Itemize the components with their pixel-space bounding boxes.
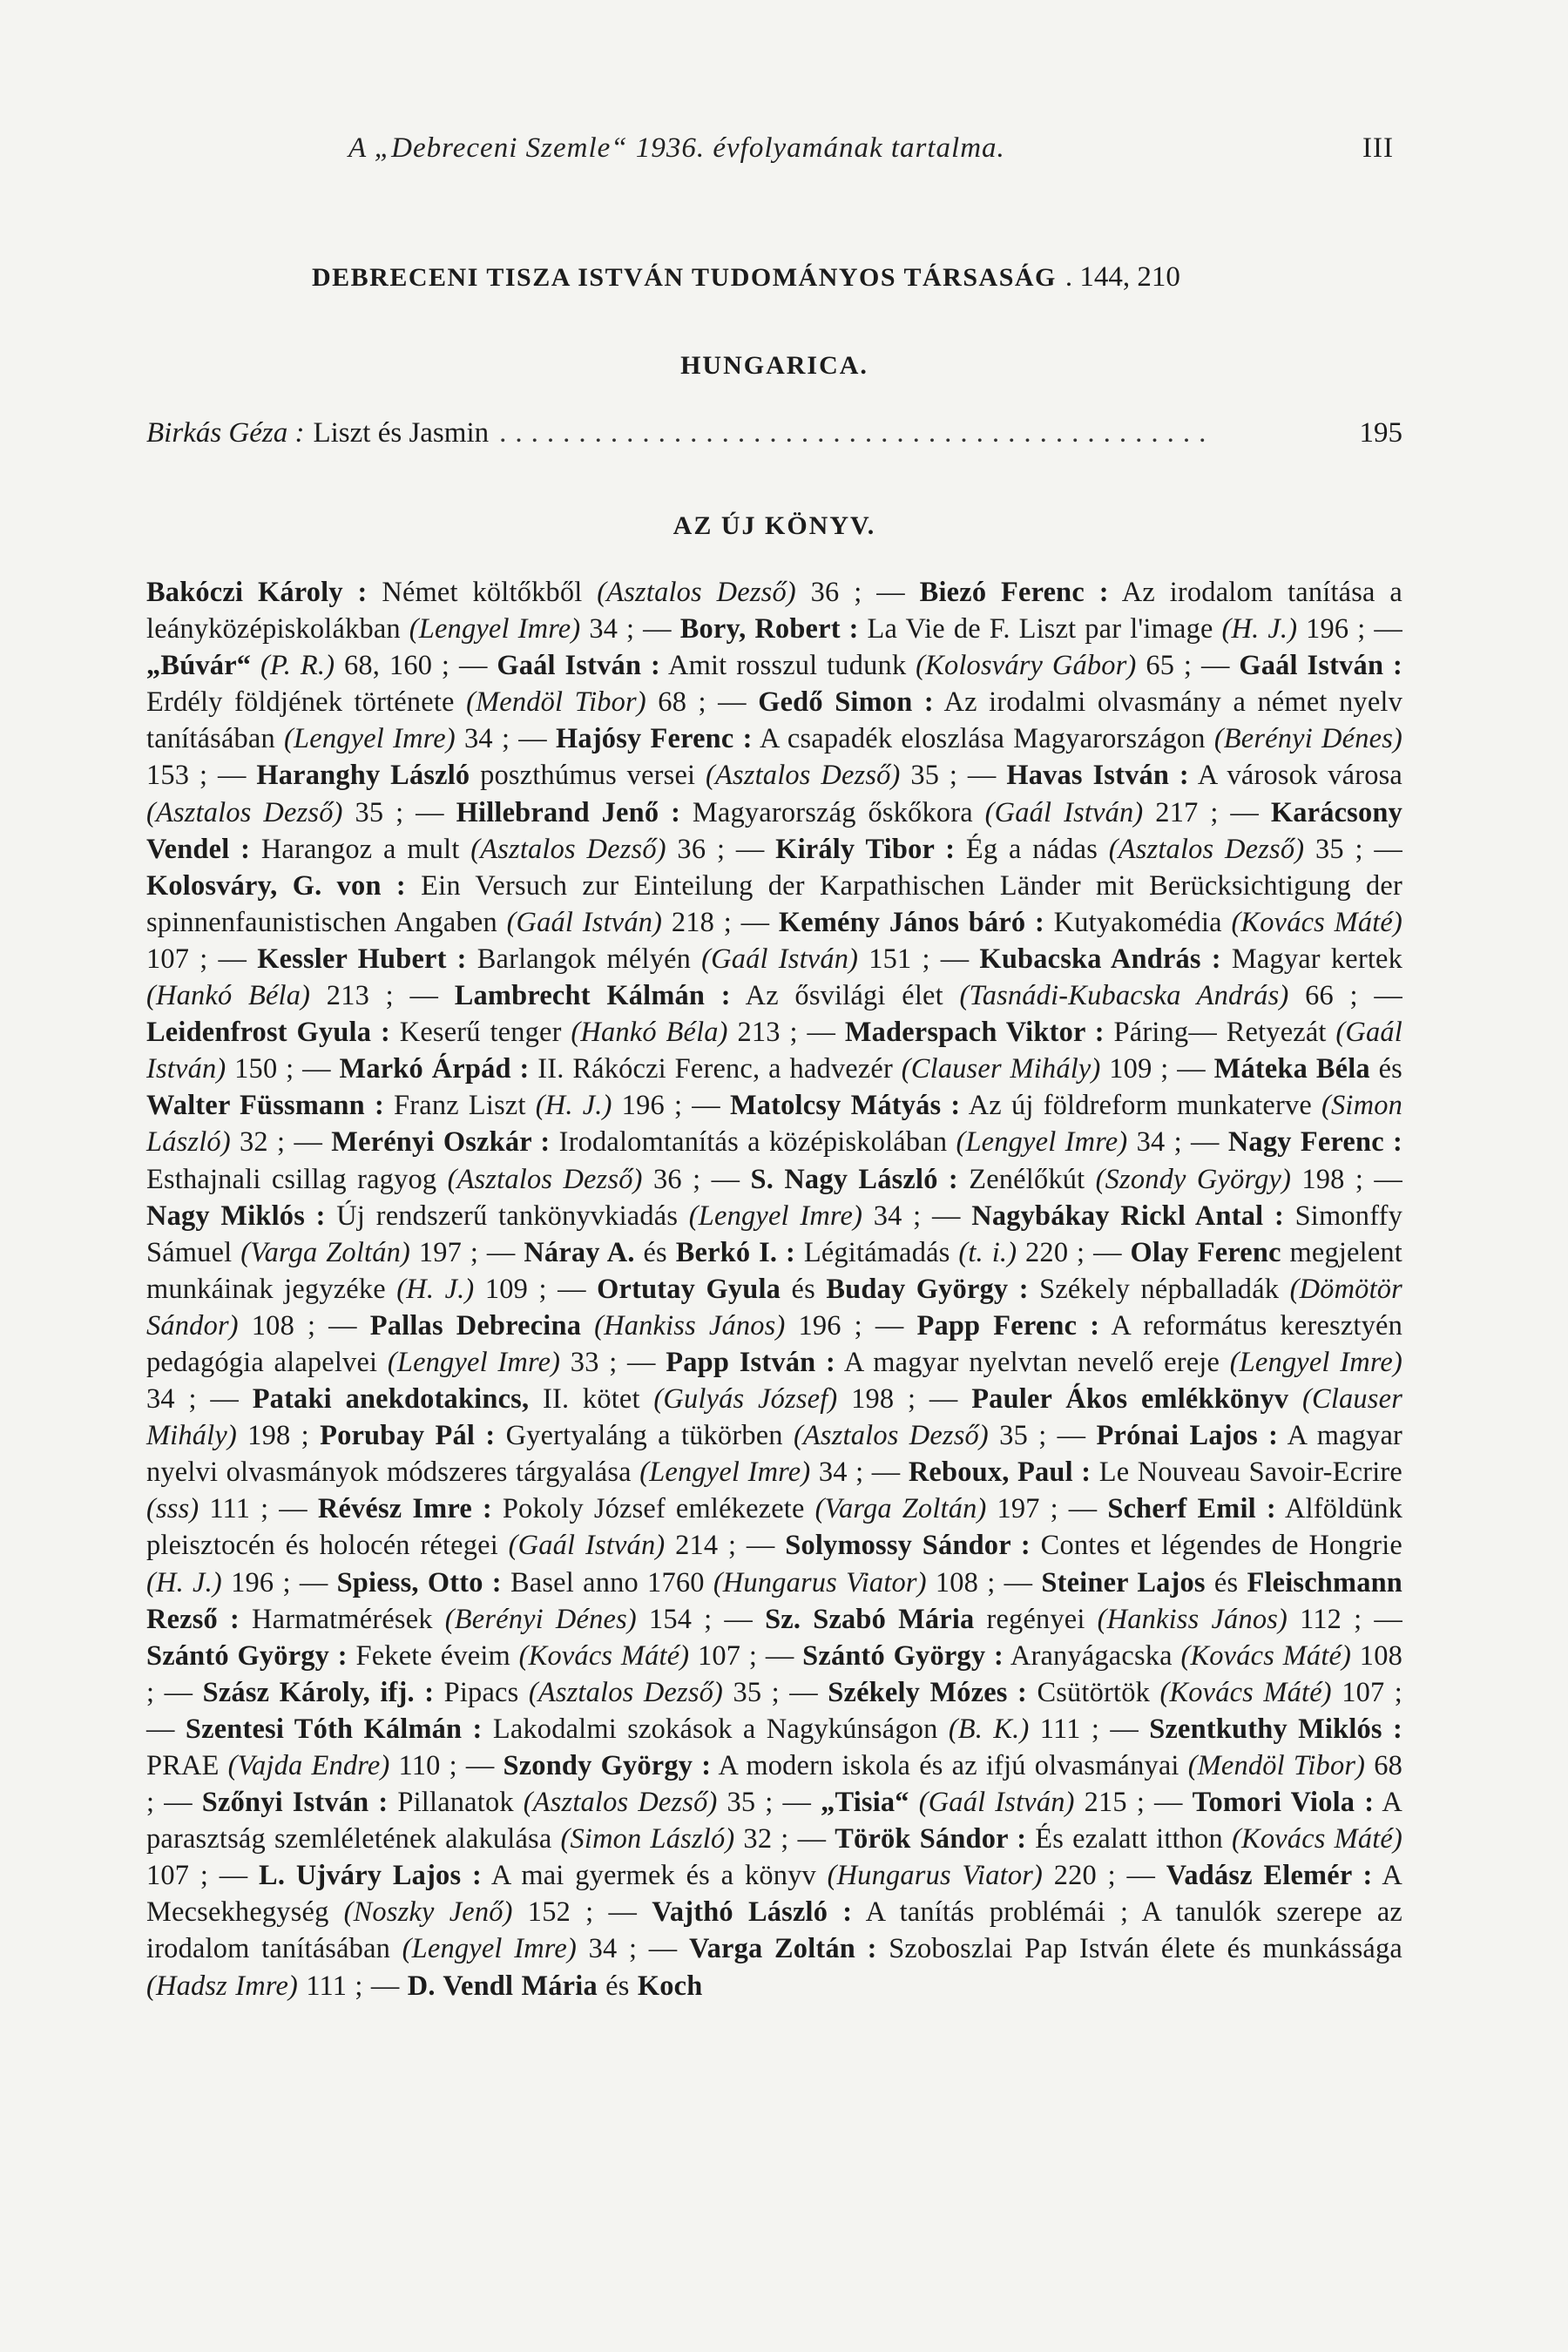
reviewer-name: (Gaál István) [506,906,663,938]
review-text: 34 ; — [1127,1126,1228,1159]
review-text: 35 ; — [988,1420,1097,1452]
author-name: Lambrecht Kálmán : [454,980,731,1012]
review-text: Esthajnali csillag ragyog [146,1163,448,1195]
review-text: 196 ; — [612,1090,730,1122]
review-text: Gyertyaláng a tükörben [495,1420,794,1452]
reviewer-name: (sss) [146,1493,199,1525]
review-text: 36 ; — [642,1163,751,1195]
reviewer-name: (Kovács Máté) [1159,1676,1332,1708]
author-name: Leidenfrost Gyula : [146,1017,390,1049]
review-text: Légitámadás [795,1236,959,1268]
reviewer-name: (Lengyel Imre) [402,1933,577,1965]
review-text: Pokoly József emlékezete [491,1493,815,1525]
reviewer-name: (Gaál István) [918,1787,1075,1819]
hungarica-heading: HUNGARICA. [680,351,868,380]
review-text: 68, 160 ; — [335,650,497,682]
author-name: Scherf Emil : [1107,1493,1276,1525]
review-text [1288,1383,1302,1415]
author-name: Havas István : [1006,760,1189,792]
author-name: Pataki anekdotakincs, [252,1383,530,1416]
author-name: Szántó György : [802,1639,1004,1672]
review-text: 197 ; — [986,1493,1108,1525]
reviewer-name: (Hungarus Viator) [713,1566,927,1598]
author-name: Török Sándor : [835,1823,1027,1855]
review-text: És ezalatt itthon [1026,1823,1233,1855]
author-name: „Búvár“ [146,650,252,682]
review-text: 196 ; — [1297,613,1402,645]
reviewer-name: (Kovács Máté) [518,1639,690,1672]
review-text: Székely népballadák [1028,1273,1290,1305]
review-text: 36 ; — [795,577,920,608]
hungarica-title: Liszt és Jasmin [313,417,490,449]
author-name: Steiner Lajos [1041,1566,1206,1598]
review-text: Zenélőkút [957,1163,1096,1195]
review-text: 107 ; — [146,1860,260,1892]
review-text: 108 ; — [238,1309,370,1342]
reviewer-name: (Tasnádi-Kubacska András) [959,980,1289,1012]
author-name: Pauler Ákos emlékkönyv [971,1383,1289,1416]
review-text: 108 ; — [926,1566,1042,1598]
reviewer-name: (Kolosváry Gábor) [916,650,1137,682]
review-text: 35 ; — [900,760,1007,792]
author-name: Berkó I. : [675,1236,796,1268]
review-text: 197 ; — [410,1236,524,1268]
review-text: A Mecsekhegység [146,1860,1402,1929]
review-text: Erdély földjének története [146,686,467,719]
author-name: Vajthó László : [652,1896,853,1929]
review-text: Contes et légendes de Hongrie [1030,1530,1402,1562]
reviewer-name: (P. R.) [260,650,335,682]
review-text: Ein Versuch zur Einteilung der Karpathischen Länder mit Berücksichtigung der spinnenfaunistischen Angaben [146,869,1402,938]
author-name: Ortutay Gyula [597,1273,781,1305]
review-text: A tanítás problémái ; A tanulók szerepe az irodalom tanításában [146,1896,1402,1965]
author-name: Sz. Szabó Mária [765,1603,975,1635]
review-text: Aranyágacska [1003,1639,1181,1672]
reviewer-name: (Clauser Mihály) [901,1053,1101,1085]
review-text: Német költőkből [367,577,598,608]
review-text: 33 ; — [560,1346,666,1378]
author-name: Nagy Ferenc : [1227,1126,1402,1159]
review-text: 198 ; — [1291,1163,1402,1195]
review-text: poszthúmus versei [470,760,706,792]
review-text: A városok városa [1188,760,1402,792]
review-text: és [1369,1053,1402,1085]
review-text: A magyar nyelvtan nevelő ereje [835,1346,1230,1378]
review-text: 109 ; — [474,1273,598,1305]
society-entry [312,260,1402,295]
review-text: 68 ; — [645,686,759,719]
reviewer-name: (Mendöl Tibor) [1187,1750,1366,1781]
author-name: Kolosváry, G. von : [146,869,406,902]
reviewer-name: (Kovács Máté) [1180,1639,1352,1672]
reviewer-name: (Lengyel Imre) [409,613,581,645]
new-book-heading: AZ ÚJ KÖNYV. [672,511,876,540]
review-text: 220 ; — [1043,1860,1166,1892]
reviewer-name: (Asztalos Dezső) [528,1676,724,1708]
review-text: Az ősvilági élet [730,980,960,1012]
review-text: 198 ; — [837,1383,972,1416]
review-text: 214 ; — [665,1530,786,1562]
reviewer-name: (H. J.) [535,1090,612,1122]
review-text: 34 ; — [862,1200,972,1232]
author-name: Szentesi Tóth Kálmán : [185,1713,483,1745]
reviewer-name: (Lengyel Imre) [284,723,456,755]
review-text: Keserű tenger [389,1017,571,1049]
hungarica-entry [146,416,1402,450]
author-name: D. Vendl Mária [407,1970,598,2002]
reviewer-name: (Hankó Béla) [146,980,311,1012]
reviewer-name: (Gaál István) [508,1530,666,1562]
review-text: Pipacs [434,1676,529,1708]
reviewer-name: (Asztalos Dezső) [470,833,666,865]
reviewer-name: (Berényi Dénes) [444,1603,637,1635]
review-text: 68 ; — [146,1750,1402,1819]
review-text: 107 ; — [146,943,258,975]
review-text: A református keresztyén pedagógia alapelvei [146,1309,1403,1378]
review-text: Az irodalom tanítása a leányközépiskolákban [146,577,1402,645]
review-text: Simonffy Sámuel [146,1200,1402,1268]
reviewer-name: (Hankiss János) [1097,1603,1288,1635]
author-name: Porubay Pál : [320,1420,496,1452]
review-text: Le Nouveau Savoir-Ecrire [1091,1456,1402,1489]
hungarica-page: 195 [1359,417,1402,449]
review-text: A modern iskola és az ifjú olvasmányai [711,1750,1188,1781]
reviewer-name: (Lengyel Imre) [1229,1346,1402,1378]
running-head-title: A „Debreceni Szemle“ 1936. évfolyamának tartalma. [348,132,1005,164]
review-text: PRAE [146,1750,228,1781]
review-text: 34 ; — [576,1933,689,1965]
review-text: 35 ; — [1304,833,1402,865]
author-name: Markó Árpád : [339,1053,530,1085]
review-text: 150 ; — [226,1053,340,1085]
author-name: Haranghy László [256,760,470,792]
reviewer-name: (Hankiss János) [594,1309,786,1342]
review-text: Irodalomtanítás a középiskolában [550,1126,956,1159]
author-name: „Tisia“ [821,1787,909,1819]
review-text: 35 ; — [342,796,456,828]
review-text: 34 ; — [810,1456,909,1489]
reviewer-name: (Hungarus Viator) [827,1860,1044,1892]
author-name: Merényi Oszkár : [331,1126,551,1159]
reviewer-name: (Lengyel Imre) [639,1456,811,1489]
review-text: 196 ; — [785,1309,917,1342]
author-name: Gaál István : [497,650,660,682]
author-name: Papp Ferenc : [916,1309,1100,1342]
review-text: Pillanatok [388,1787,524,1819]
review-text: Alföldünk pleisztocén és holocén rétegei [146,1493,1402,1562]
author-name: Gedő Simon : [758,686,934,719]
author-name: Kemény János báró : [778,906,1044,938]
review-text: II. kötet [529,1383,654,1416]
review-text: 35 ; — [723,1676,828,1708]
author-name: Bory, Robert : [679,613,859,645]
author-name: Reboux, Paul : [908,1456,1092,1489]
reviewer-name: (t. i.) [958,1236,1017,1268]
author-name: Buday György : [826,1273,1029,1305]
author-name: Nagy Miklós : [146,1200,326,1232]
review-text: 109 ; — [1100,1053,1214,1085]
review-text: 111 ; — [298,1970,408,2002]
reviewer-name: (Varga Zoltán) [814,1493,987,1525]
review-text: 32 ; — [230,1126,332,1159]
reviewer-name: (Asztalos Dezső) [523,1787,718,1819]
reviewer-name: (Asztalos Dezső) [146,796,343,828]
review-text: 111 ; — [199,1493,318,1525]
review-text: Amit rosszul tudunk [659,650,916,682]
author-name: Pallas Debrecina [369,1309,582,1342]
review-text [909,1787,919,1818]
review-text [251,650,260,681]
review-text: A parasztság szemléletének alakulása [146,1787,1402,1855]
reviewer-name: (Asztalos Dezső) [706,760,901,792]
author-name: Máteka Béla [1213,1053,1370,1085]
reviewer-name: (Asztalos Dezső) [597,577,796,608]
reviewer-name: (Berényi Dénes) [1213,723,1402,755]
review-text: 220 ; — [1017,1236,1131,1268]
reviewer-name: (Asztalos Dezső) [1108,833,1305,865]
review-text: 36 ; — [666,833,776,865]
author-name: Maderspach Viktor : [844,1017,1105,1049]
hungarica-author: Birkás Géza : [146,417,305,449]
author-name: Szőnyi István : [201,1787,389,1819]
reviewer-name: (Kovács Máté) [1232,1823,1402,1855]
author-name: Révész Imre : [317,1493,492,1525]
reviewer-name: (Hankó Béla) [571,1017,728,1049]
review-text: 34 ; — [455,723,557,755]
author-name: Király Tibor : [775,833,956,865]
reviewer-name: (Szondy György) [1095,1163,1292,1195]
author-name: Prónai Lajos : [1096,1420,1279,1452]
author-name: Kessler Hubert : [257,943,467,975]
author-name: Matolcsy Mátyás : [729,1090,961,1122]
review-text: 153 ; — [146,760,257,792]
reviewer-name: (H. J.) [1221,613,1298,645]
author-name: Kubacska András : [979,943,1221,975]
reviewer-name: (Kovács Máté) [1231,906,1402,938]
book-review-list [146,574,1402,2004]
review-text: Franz Liszt [383,1090,536,1122]
review-text: 110 ; — [389,1750,504,1781]
review-text: II. Rákóczi Ferenc, a hadvezér [529,1053,902,1085]
review-text: 213 ; — [310,980,455,1012]
reviewer-name: (Asztalos Dezső) [793,1420,989,1452]
reviewer-name: (Simon László) [560,1823,735,1855]
review-text: Kutyakomédia [1044,906,1232,938]
author-name: Olay Ferenc [1130,1236,1281,1268]
author-name: Székely Mózes : [828,1676,1028,1708]
review-text: A mai gyermek és a könyv [481,1860,828,1892]
review-text: Magyar kertek [1220,943,1402,975]
reviewer-name: (H. J.) [146,1566,222,1598]
review-text: A magyar nyelvi olvasmányok módszeres tárgyalása [146,1420,1403,1489]
review-text: és [781,1273,827,1305]
review-text: 196 ; — [221,1566,337,1598]
author-name: L. Ujváry Lajos : [259,1860,482,1892]
review-text: 198 ; [236,1420,321,1452]
author-name: Fleischmann Rezső : [146,1566,1403,1635]
review-text: Páring— Retyezát [1104,1017,1336,1049]
author-name: Solymossy Sándor : [785,1530,1031,1562]
reviewer-name: (Lengyel Imre) [956,1126,1128,1159]
review-text: 34 ; — [580,613,680,645]
author-name: Papp István : [666,1346,835,1378]
author-name: Náray A. [524,1236,635,1268]
review-text: Harmatmérések [240,1603,445,1635]
reviewer-name: (Varga Zoltán) [240,1236,410,1268]
reviewer-name: (Lengyel Imre) [387,1346,561,1378]
reviewer-name: (Mendöl Tibor) [466,686,646,719]
reviewer-name: (B. K.) [948,1713,1030,1745]
author-name: Karácsony Vendel : [146,796,1402,865]
reviewer-name: (Dömötör Sándor) [146,1273,1402,1342]
dot-leader: ............................................. [499,417,1215,449]
author-name: Hillebrand Jenő : [456,796,681,828]
author-name: Hajósy Ferenc : [556,723,753,755]
reviewer-name: (Gulyás József) [653,1383,838,1416]
review-text: 107 ; — [689,1639,803,1672]
review-text: 152 ; — [512,1896,652,1929]
author-name: Koch [637,1970,703,2002]
review-text: 66 ; — [1288,980,1402,1012]
author-name: Tomori Viola : [1192,1787,1375,1819]
review-text: 107 ; — [146,1676,1402,1745]
review-text: 108 ; — [146,1639,1402,1708]
author-name: Szentkuthy Miklós : [1149,1713,1403,1745]
reviewer-name: (Asztalos Dezső) [447,1163,643,1195]
review-text: 111 ; — [1029,1713,1150,1745]
author-name: Nagybákay Rickl Antal : [971,1200,1284,1232]
review-text: Ég a nádas [955,833,1109,865]
review-text: La Vie de F. Liszt par l'image [858,613,1222,645]
review-text: regényei [974,1603,1098,1635]
review-text: Fekete éveim [347,1639,519,1672]
review-text: 65 ; — [1136,650,1240,682]
running-head [146,122,1402,174]
author-name: Vadász Elemér : [1166,1860,1373,1892]
review-text: 154 ; — [636,1603,766,1635]
author-name: Walter Füssmann : [146,1090,384,1122]
review-text: Az irodalmi olvasmány a német nyelv tanításában [146,686,1403,755]
author-name: Biezó Ferenc : [919,577,1109,608]
review-text: megjelent munkáinak jegyzéke [146,1236,1403,1305]
review-text: 112 ; — [1288,1603,1402,1635]
review-text: Magyarország őskőkora [680,796,985,828]
review-text: 151 ; — [858,943,980,975]
review-text: Lakodalmi szokások a Nagykúnságon [482,1713,949,1745]
reviewer-name: (Gaál István) [701,943,859,975]
review-text: Basel anno 1760 [501,1566,713,1598]
review-text: Csütörtök [1027,1676,1160,1708]
review-text: Barlangok mélyén [466,943,702,975]
review-text: 35 ; — [717,1787,821,1819]
reviewer-name: (Clauser Mihály) [146,1383,1402,1452]
review-text: 32 ; — [734,1823,835,1855]
author-name: Bakóczi Károly : [146,577,368,608]
review-text: Az új földreform munkaterve [960,1090,1322,1122]
review-text: 217 ; — [1143,796,1271,828]
author-name: Gaál István : [1239,650,1402,682]
reviewer-name: (Gaál István) [146,1017,1402,1085]
author-name: S. Nagy László : [750,1163,958,1195]
review-text: és [597,1970,638,2002]
reviewer-name: (Gaál István) [984,796,1144,828]
review-text [581,1310,594,1342]
page-number: III [1362,132,1394,164]
review-text: A csapadék eloszlása Magyarországon [752,723,1214,755]
author-name: Szondy György : [503,1750,712,1781]
reviewer-name: (Hadsz Imre) [146,1970,299,2002]
review-text: Új rendszerű tankönyvkiadás [325,1200,689,1232]
review-text: Szoboszlai Pap István élete és munkássága [876,1933,1402,1965]
reviewer-name: (Lengyel Imre) [688,1200,863,1232]
society-name: DEBRECENI TISZA ISTVÁN TUDOMÁNYOS TÁRSASÁG [312,263,1057,292]
reviewer-name: (Vajda Endre) [227,1750,390,1781]
society-pages: . 144, 210 [1064,261,1180,293]
review-text: 215 ; — [1074,1787,1193,1819]
author-name: Szántó György : [146,1639,348,1672]
review-text: 213 ; — [727,1017,845,1049]
reviewer-name: (H. J.) [396,1273,475,1305]
review-text: és [634,1236,676,1268]
author-name: Szász Károly, ifj. : [202,1676,435,1708]
author-name: Spiess, Otto : [336,1566,502,1598]
review-text: és [1205,1566,1247,1598]
author-name: Varga Zoltán : [689,1933,877,1965]
review-text: 218 ; — [662,906,779,938]
reviewer-name: (Noszky Jenő) [343,1896,513,1929]
reviewer-name: (Simon László) [146,1090,1403,1159]
review-text: 34 ; — [146,1383,253,1416]
review-text: Harangoz a mult [250,833,471,865]
